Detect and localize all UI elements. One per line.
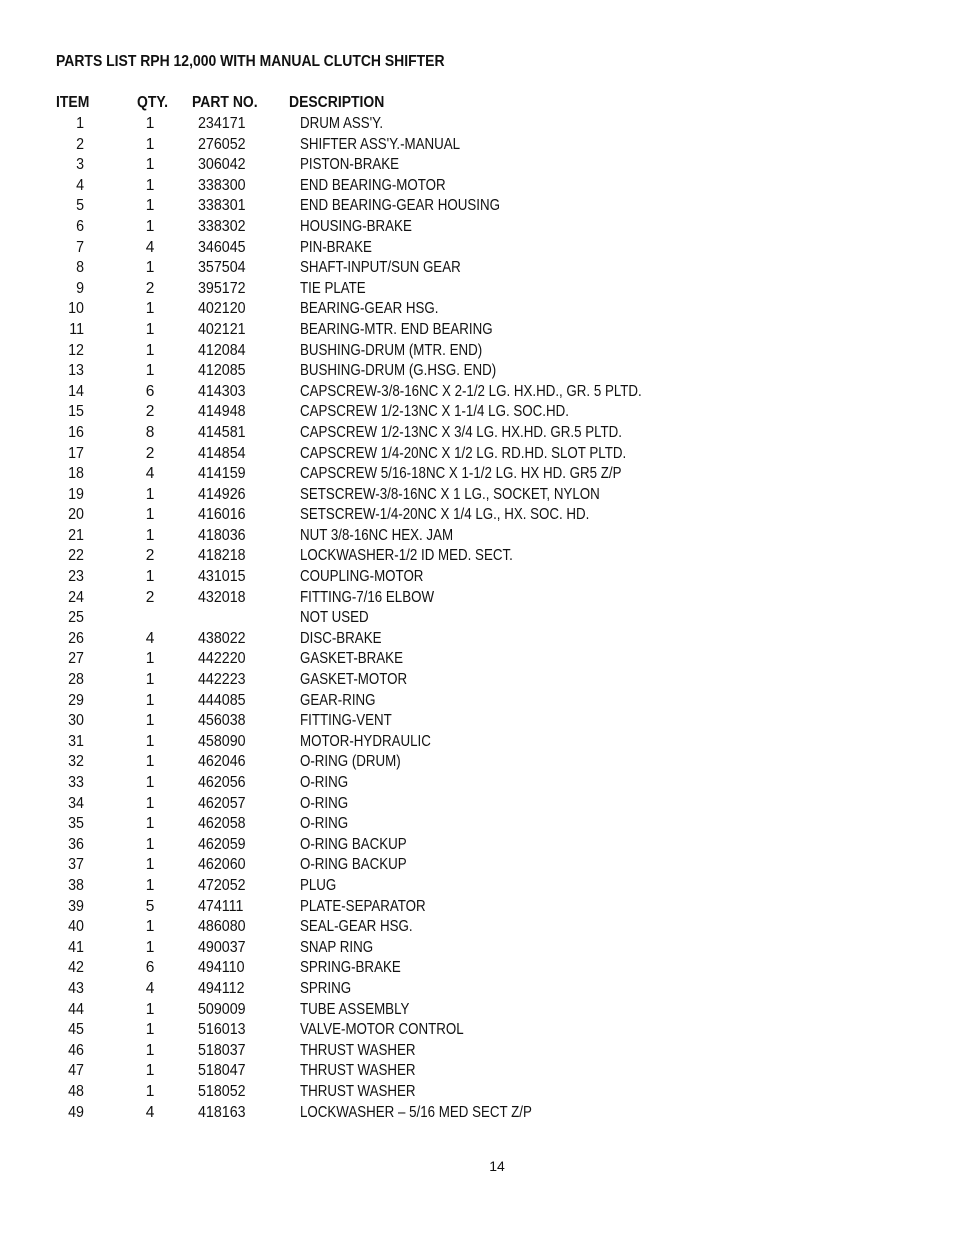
cell-item: 18 [68, 465, 84, 483]
cell-item: 31 [68, 732, 84, 750]
cell-item: 3 [76, 156, 84, 174]
cell-qty: 1 [145, 156, 155, 174]
cell-qty: 1 [145, 259, 155, 277]
cell-item: 9 [76, 279, 84, 297]
cell-part-no: 472052 [198, 876, 246, 894]
cell-part-no: 338302 [198, 217, 246, 235]
cell-item: 32 [68, 753, 84, 771]
cell-item: 11 [69, 320, 84, 338]
table-row [0, 176, 954, 197]
cell-item: 13 [68, 362, 84, 380]
cell-item: 42 [68, 959, 84, 977]
cell-part-no: 432018 [198, 588, 246, 606]
cell-item: 26 [68, 629, 84, 647]
cell-description: END BEARING-MOTOR [300, 176, 446, 194]
cell-description: LOCKWASHER – 5/16 MED SECT Z/P [300, 1103, 532, 1121]
table-row [0, 402, 954, 423]
table-row [0, 794, 954, 815]
cell-description: CAPSCREW 5/16-18NC X 1-1/2 LG. HX HD. GR5 Z/P [300, 465, 622, 483]
cell-qty: 1 [145, 671, 155, 689]
cell-description: FITTING-VENT [300, 712, 392, 730]
cell-part-no: 402120 [198, 300, 246, 318]
cell-part-no: 462046 [198, 753, 246, 771]
table-row [0, 546, 954, 567]
cell-qty: 1 [145, 568, 155, 586]
cell-part-no: 462059 [198, 835, 246, 853]
table-row [0, 279, 954, 300]
cell-qty: 1 [145, 526, 155, 544]
cell-item: 1 [76, 115, 84, 132]
cell-qty: 1 [145, 918, 155, 936]
cell-qty: 1 [145, 197, 155, 215]
table-row [0, 814, 954, 835]
page-number: 14 [489, 1158, 505, 1174]
cell-part-no: 416016 [198, 506, 246, 524]
table-row [0, 1000, 954, 1021]
cell-qty: 1 [145, 362, 155, 380]
cell-description: HOUSING-BRAKE [300, 217, 412, 235]
cell-description: COUPLING-MOTOR [300, 568, 424, 586]
cell-description: PLATE-SEPARATOR [300, 897, 426, 915]
cell-description: DRUM ASS'Y. [300, 115, 384, 132]
cell-qty: 1 [145, 650, 155, 668]
table-row [0, 691, 954, 712]
cell-item: 22 [68, 547, 84, 565]
cell-item: 49 [68, 1103, 84, 1121]
cell-item: 34 [68, 794, 84, 812]
cell-description: PIN-BRAKE [300, 238, 372, 256]
cell-part-no: 518037 [198, 1041, 246, 1059]
cell-qty: 1 [145, 135, 155, 153]
cell-description: THRUST WASHER [300, 1062, 416, 1080]
cell-item: 41 [68, 938, 84, 956]
cell-qty: 1 [145, 485, 155, 503]
cell-description: SHIFTER ASS'Y.-MANUAL [300, 135, 461, 153]
cell-qty: 1 [145, 876, 155, 894]
cell-part-no: 414926 [198, 485, 246, 503]
cell-description: PISTON-BRAKE [300, 156, 400, 174]
cell-description: GASKET-MOTOR [300, 671, 408, 689]
cell-description: DISC-BRAKE [300, 629, 382, 647]
cell-item: 8 [76, 259, 84, 277]
table-row [0, 444, 954, 465]
cell-item: 17 [68, 444, 84, 462]
cell-description: SETSCREW-3/8-16NC X 1 LG., SOCKET, NYLON [300, 485, 600, 503]
cell-part-no: 234171 [198, 115, 246, 132]
cell-description: LOCKWASHER-1/2 ID MED. SECT. [300, 547, 513, 565]
cell-description: PLUG [300, 876, 337, 894]
cell-part-no: 456038 [198, 712, 246, 730]
cell-part-no: 412084 [198, 341, 246, 359]
cell-part-no: 414159 [198, 465, 246, 483]
table-row [0, 670, 954, 691]
table-row [0, 1020, 954, 1041]
cell-item: 38 [68, 876, 84, 894]
table-row [0, 382, 954, 403]
cell-part-no: 486080 [198, 918, 246, 936]
cell-description: BUSHING-DRUM (MTR. END) [300, 341, 483, 359]
table-row [0, 752, 954, 773]
cell-qty: 4 [145, 1103, 155, 1121]
cell-description: FITTING-7/16 ELBOW [300, 588, 435, 606]
cell-description: VALVE-MOTOR CONTROL [300, 1021, 464, 1039]
column-header-qty: QTY. [137, 94, 169, 111]
table-row [0, 732, 954, 753]
cell-part-no: 442220 [198, 650, 246, 668]
cell-part-no: 412085 [198, 362, 246, 380]
table-row [0, 773, 954, 794]
table-row [0, 258, 954, 279]
cell-description: SETSCREW-1/4-20NC X 1/4 LG., HX. SOC. HD. [300, 506, 590, 524]
cell-part-no: 414854 [198, 444, 246, 462]
cell-item: 24 [68, 588, 84, 606]
cell-description: SPRING-BRAKE [300, 959, 401, 977]
table-row [0, 876, 954, 897]
cell-part-no: 462058 [198, 815, 246, 833]
cell-qty: 1 [145, 217, 155, 235]
cell-qty: 5 [145, 897, 155, 915]
cell-part-no: 458090 [198, 732, 246, 750]
cell-part-no: 444085 [198, 691, 246, 709]
cell-description: SPRING [300, 979, 352, 997]
table-row [0, 361, 954, 382]
table-row [0, 196, 954, 217]
cell-part-no: 494112 [198, 979, 245, 997]
cell-description: O-RING (DRUM) [300, 753, 401, 771]
cell-item: 23 [68, 568, 84, 586]
cell-item: 45 [68, 1021, 84, 1039]
cell-part-no: 414948 [198, 403, 246, 421]
table-row [0, 1103, 954, 1124]
cell-part-no: 338301 [198, 197, 246, 215]
cell-qty: 1 [145, 712, 155, 730]
cell-item: 4 [76, 176, 84, 194]
table-row [0, 299, 954, 320]
cell-part-no: 509009 [198, 1000, 246, 1018]
cell-qty: 1 [145, 115, 155, 132]
cell-qty: 4 [145, 238, 155, 256]
cell-item: 27 [68, 650, 84, 668]
table-row [0, 629, 954, 650]
cell-description: TIE PLATE [300, 279, 366, 297]
cell-part-no: 462056 [198, 774, 246, 791]
table-row [0, 341, 954, 362]
cell-item: 39 [68, 897, 84, 915]
cell-part-no: 402121 [198, 320, 246, 338]
cell-description: BEARING-MTR. END BEARING [300, 320, 493, 338]
cell-item: 19 [68, 485, 84, 503]
cell-qty: 6 [145, 959, 155, 977]
cell-qty: 4 [145, 979, 155, 997]
cell-item: 12 [68, 341, 84, 359]
cell-item: 40 [68, 918, 84, 936]
cell-description: SEAL-GEAR HSG. [300, 918, 413, 936]
cell-qty: 2 [145, 444, 155, 462]
cell-qty: 1 [145, 1041, 155, 1059]
cell-qty: 1 [145, 1000, 155, 1018]
cell-description: CAPSCREW 1/2-13NC X 1-1/4 LG. SOC.HD. [300, 403, 569, 421]
cell-item: 2 [76, 135, 84, 153]
cell-part-no: 516013 [198, 1021, 246, 1039]
cell-qty: 1 [145, 1021, 155, 1039]
cell-item: 33 [68, 774, 84, 791]
cell-description: O-RING BACKUP [300, 856, 407, 874]
cell-description: GASKET-BRAKE [300, 650, 403, 668]
cell-item: 10 [68, 300, 84, 318]
cell-part-no: 431015 [198, 568, 246, 586]
cell-item: 48 [68, 1082, 84, 1100]
table-row [0, 608, 954, 629]
cell-item: 36 [68, 835, 84, 853]
cell-qty: 2 [145, 547, 155, 565]
cell-description: O-RING [300, 774, 349, 791]
table-row [0, 938, 954, 959]
cell-item: 44 [68, 1000, 84, 1018]
cell-part-no: 494110 [198, 959, 245, 977]
column-header-item: ITEM [56, 94, 90, 111]
cell-part-no: 462057 [198, 794, 246, 812]
cell-item: 30 [68, 712, 84, 730]
cell-part-no: 395172 [198, 279, 246, 297]
cell-qty: 1 [145, 753, 155, 771]
cell-description: BUSHING-DRUM (G.HSG. END) [300, 362, 497, 380]
table-row [0, 505, 954, 526]
cell-qty: 2 [145, 403, 155, 421]
column-header-description: DESCRIPTION [289, 94, 385, 111]
cell-qty: 8 [145, 423, 155, 441]
table-row [0, 958, 954, 979]
table-row [0, 135, 954, 156]
cell-item: 25 [68, 609, 84, 627]
cell-description: O-RING [300, 794, 349, 812]
cell-item: 28 [68, 671, 84, 689]
column-header-part-no: PART NO. [192, 94, 258, 111]
cell-qty: 1 [145, 506, 155, 524]
table-row [0, 155, 954, 176]
cell-qty: 1 [145, 774, 155, 791]
table-row [0, 1041, 954, 1062]
cell-description: O-RING [300, 815, 349, 833]
table-row [0, 835, 954, 856]
cell-part-no: 490037 [198, 938, 246, 956]
cell-part-no: 438022 [198, 629, 246, 647]
cell-item: 21 [68, 526, 84, 544]
cell-part-no: 418218 [198, 547, 246, 565]
cell-part-no: 338300 [198, 176, 246, 194]
table-row [0, 917, 954, 938]
cell-item: 6 [76, 217, 84, 235]
table-row [0, 855, 954, 876]
table-row [0, 1061, 954, 1082]
table-row [0, 711, 954, 732]
table-row [0, 114, 954, 135]
cell-item: 5 [76, 197, 84, 215]
table-row [0, 567, 954, 588]
cell-item: 14 [68, 382, 84, 400]
cell-part-no: 306042 [198, 156, 246, 174]
cell-qty: 1 [145, 1062, 155, 1080]
cell-description: CAPSCREW 1/4-20NC X 1/2 LG. RD.HD. SLOT PLTD. [300, 444, 627, 462]
cell-part-no: 462060 [198, 856, 246, 874]
page-title: PARTS LIST RPH 12,000 WITH MANUAL CLUTCH SHIFTER [56, 53, 445, 70]
cell-item: 7 [76, 238, 84, 256]
table-row [0, 238, 954, 259]
table-row [0, 526, 954, 547]
cell-description: THRUST WASHER [300, 1041, 416, 1059]
cell-qty: 2 [145, 279, 155, 297]
cell-description: MOTOR-HYDRAULIC [300, 732, 431, 750]
cell-description: SHAFT-INPUT/SUN GEAR [300, 259, 461, 277]
cell-part-no: 474111 [198, 897, 244, 915]
cell-description: BEARING-GEAR HSG. [300, 300, 439, 318]
table-row [0, 588, 954, 609]
cell-description: GEAR-RING [300, 691, 376, 709]
parts-table-body [0, 114, 954, 1123]
cell-item: 47 [68, 1062, 84, 1080]
table-row [0, 217, 954, 238]
cell-part-no: 518047 [198, 1062, 246, 1080]
cell-qty: 6 [145, 382, 155, 400]
cell-part-no: 418036 [198, 526, 246, 544]
cell-description: CAPSCREW 1/2-13NC X 3/4 LG. HX.HD. GR.5 PLTD. [300, 423, 622, 441]
cell-item: 37 [68, 856, 84, 874]
cell-description: CAPSCREW-3/8-16NC X 2-1/2 LG. HX.HD., GR. 5 PLTD. [300, 382, 642, 400]
cell-description: NOT USED [300, 609, 369, 627]
cell-item: 46 [68, 1041, 84, 1059]
cell-qty: 1 [145, 732, 155, 750]
cell-part-no: 518052 [198, 1082, 246, 1100]
cell-qty: 1 [145, 341, 155, 359]
cell-part-no: 357504 [198, 259, 246, 277]
cell-qty: 1 [145, 938, 155, 956]
cell-item: 20 [68, 506, 84, 524]
table-row [0, 979, 954, 1000]
cell-part-no: 414581 [198, 423, 246, 441]
cell-qty: 1 [145, 856, 155, 874]
cell-part-no: 346045 [198, 238, 246, 256]
cell-description: SNAP RING [300, 938, 374, 956]
cell-description: TUBE ASSEMBLY [300, 1000, 410, 1018]
cell-qty: 1 [145, 835, 155, 853]
cell-qty: 1 [145, 320, 155, 338]
cell-qty: 1 [145, 691, 155, 709]
cell-qty: 4 [145, 465, 155, 483]
cell-item: 29 [68, 691, 84, 709]
table-row [0, 897, 954, 918]
cell-part-no: 418163 [198, 1103, 246, 1121]
cell-item: 43 [68, 979, 84, 997]
cell-part-no: 414303 [198, 382, 246, 400]
cell-qty: 1 [145, 176, 155, 194]
table-row [0, 423, 954, 444]
cell-qty: 1 [145, 300, 155, 318]
cell-qty: 1 [145, 1082, 155, 1100]
cell-qty: 4 [145, 629, 155, 647]
cell-description: NUT 3/8-16NC HEX. JAM [300, 526, 454, 544]
table-row [0, 649, 954, 670]
cell-item: 15 [68, 403, 84, 421]
cell-qty: 2 [145, 588, 155, 606]
cell-part-no: 442223 [198, 671, 246, 689]
table-row [0, 1082, 954, 1103]
cell-qty: 1 [145, 815, 155, 833]
cell-description: END BEARING-GEAR HOUSING [300, 197, 500, 215]
cell-description: O-RING BACKUP [300, 835, 407, 853]
cell-qty: 1 [145, 794, 155, 812]
cell-part-no: 276052 [198, 135, 246, 153]
cell-item: 16 [68, 423, 84, 441]
table-row [0, 320, 954, 341]
cell-description: THRUST WASHER [300, 1082, 416, 1100]
cell-item: 35 [68, 815, 84, 833]
table-row [0, 464, 954, 485]
table-row [0, 485, 954, 506]
